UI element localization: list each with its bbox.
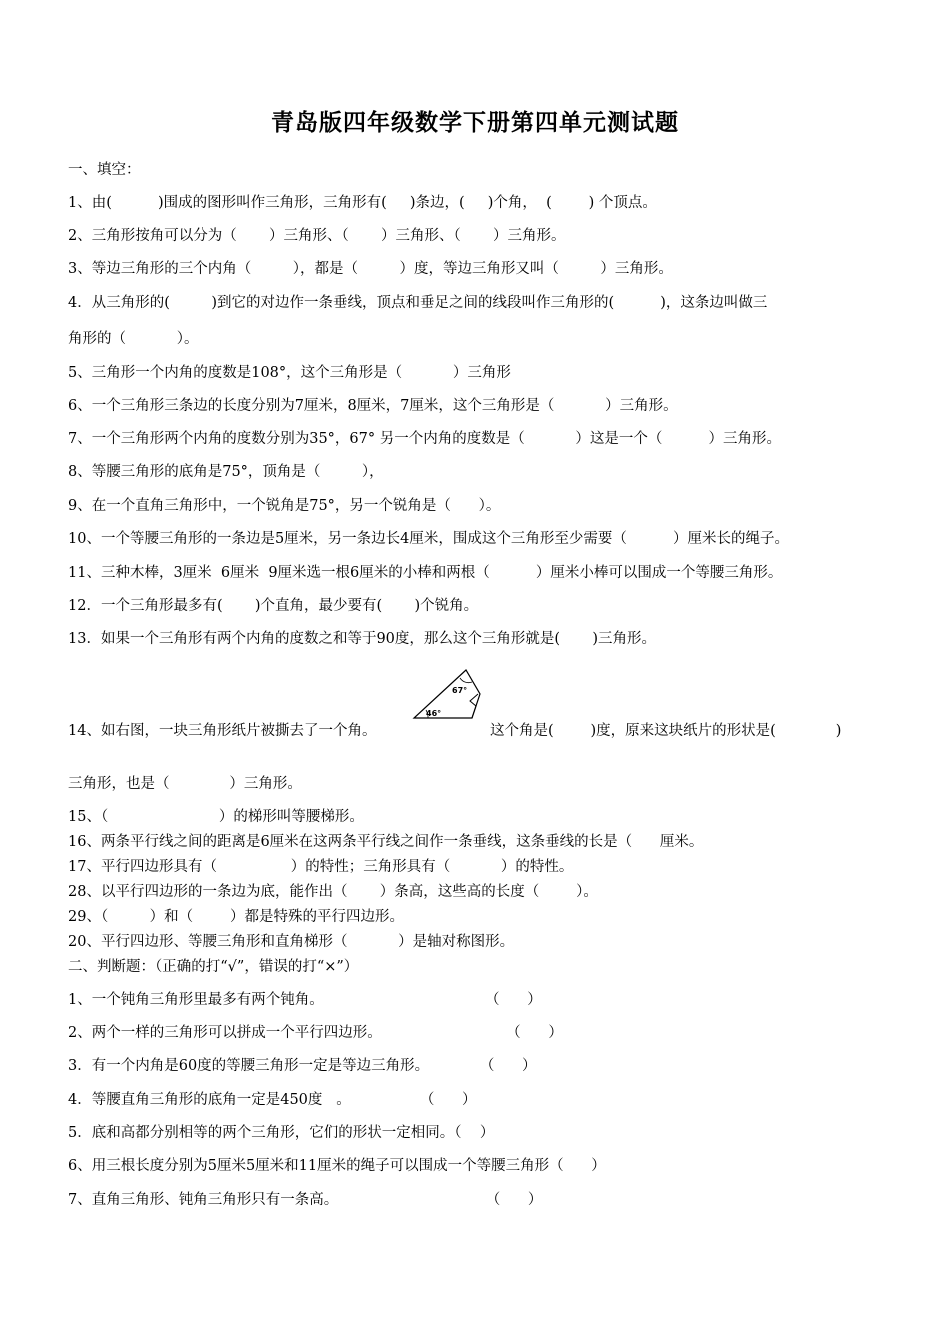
question-line: 2、两个一样的三角形可以拼成一个平行四边形。 （ ） xyxy=(68,1025,563,1041)
question-line: 15、（ ）的梯形叫等腰梯形。 xyxy=(68,809,364,825)
question-line: 角形的（ ）。 xyxy=(68,331,199,347)
angle-label-top: 67° xyxy=(452,686,468,695)
angle-label-bottom: 46° xyxy=(426,709,442,718)
question-line: 8、等腰三角形的底角是75°，顶角是（ ）， xyxy=(68,464,384,480)
question-line: 29、（ ）和（ ）都是特殊的平行四边形。 xyxy=(68,909,405,925)
question-line: 7、一个三角形两个内角的度数分别为35°，67° 另一个内角的度数是（ ）这是一个（ ）三角形。 xyxy=(68,431,782,447)
question-line: 16、两条平行线之间的距离是6厘米在这两条平行线之间作一条垂线，这条垂线的长是（ 厘米。 xyxy=(68,834,704,850)
question-line: 5．底和高都分别相等的两个三角形，它们的形状一定相同。（ ） xyxy=(68,1125,495,1141)
question-line: 1、一个钝角三角形里最多有两个钝角。 （ ） xyxy=(68,992,542,1008)
question-line: 5、三角形一个内角的度数是108°，这个三角形是（ ）三角形 xyxy=(68,365,511,381)
question-line: 20、平行四边形、等腰三角形和直角梯形（ ）是轴对称图形。 xyxy=(68,934,515,950)
section-heading-fill-in: 一、填空： xyxy=(68,162,141,178)
question-line: 10、一个等腰三角形的一条边是5厘米，另一条边长4厘米，围成这个三角形至少需要（ ）厘米长的绳子。 xyxy=(68,531,789,547)
question-line: 13．如果一个三角形有两个内角的度数之和等于90度，那么这个三角形就是( )三角形。 xyxy=(68,631,656,647)
question-line: 7、直角三角形、钝角三角形只有一条高。 （ ） xyxy=(68,1192,543,1208)
question-line: 14、如右图，一块三角形纸片被撕去了一个角。 xyxy=(68,723,377,739)
section-heading-true-false: 二、判断题：（正确的打“√”，错误的打“×”） xyxy=(68,959,359,975)
question-line: 1、由( )围成的图形叫作三角形，三角形有( )条边，( )个角， ( ) 个顶点。 xyxy=(68,195,657,211)
question-line: 9、在一个直角三角形中，一个锐角是75°，另一个锐角是（ ）。 xyxy=(68,498,501,514)
question-line: 12．一个三角形最多有( )个直角，最少要有( )个锐角。 xyxy=(68,598,479,614)
question-line: 3．有一个内角是60度的等腰三角形一定是等边三角形。 （ ） xyxy=(68,1058,537,1074)
page-title: 青岛版四年级数学下册第四单元测试题 xyxy=(271,110,679,136)
question-line: 三角形，也是（ ）三角形。 xyxy=(68,776,302,792)
question-line: 4．从三角形的( )到它的对边作一条垂线，顶点和垂足之间的线段叫作三角形的( )，这条边叫做三 xyxy=(68,295,768,311)
torn-triangle-figure xyxy=(410,666,484,720)
question-line: 3、等边三角形的三个内角（ ），都是（ ）度，等边三角形又叫（ ）三角形。 xyxy=(68,261,673,277)
question-line: 17、平行四边形具有（ ）的特性；三角形具有（ ）的特性。 xyxy=(68,859,574,875)
question-line: 11、三种木棒，3厘米 6厘米 9厘米选一根6厘米的小棒和两根（ ）厘米小棒可以围成一个等腰三角形。 xyxy=(68,565,783,581)
question-line: 这个角是( )度，原来这块纸片的形状是( ) xyxy=(490,723,842,739)
question-line: 6、用三根长度分别为5厘米5厘米和11厘米的绳子可以围成一个等腰三角形（ ） xyxy=(68,1158,606,1174)
question-line: 6、一个三角形三条边的长度分别为7厘米，8厘米，7厘米，这个三角形是（ ）三角形。 xyxy=(68,398,678,414)
question-line: 2、三角形按角可以分为（ ）三角形、（ ）三角形、（ ）三角形。 xyxy=(68,228,566,244)
question-line: 28、以平行四边形的一条边为底，能作出（ ）条高，这些高的长度（ ）。 xyxy=(68,884,598,900)
question-line: 4．等腰直角三角形的底角一定是450度 。 （ ） xyxy=(68,1092,477,1108)
